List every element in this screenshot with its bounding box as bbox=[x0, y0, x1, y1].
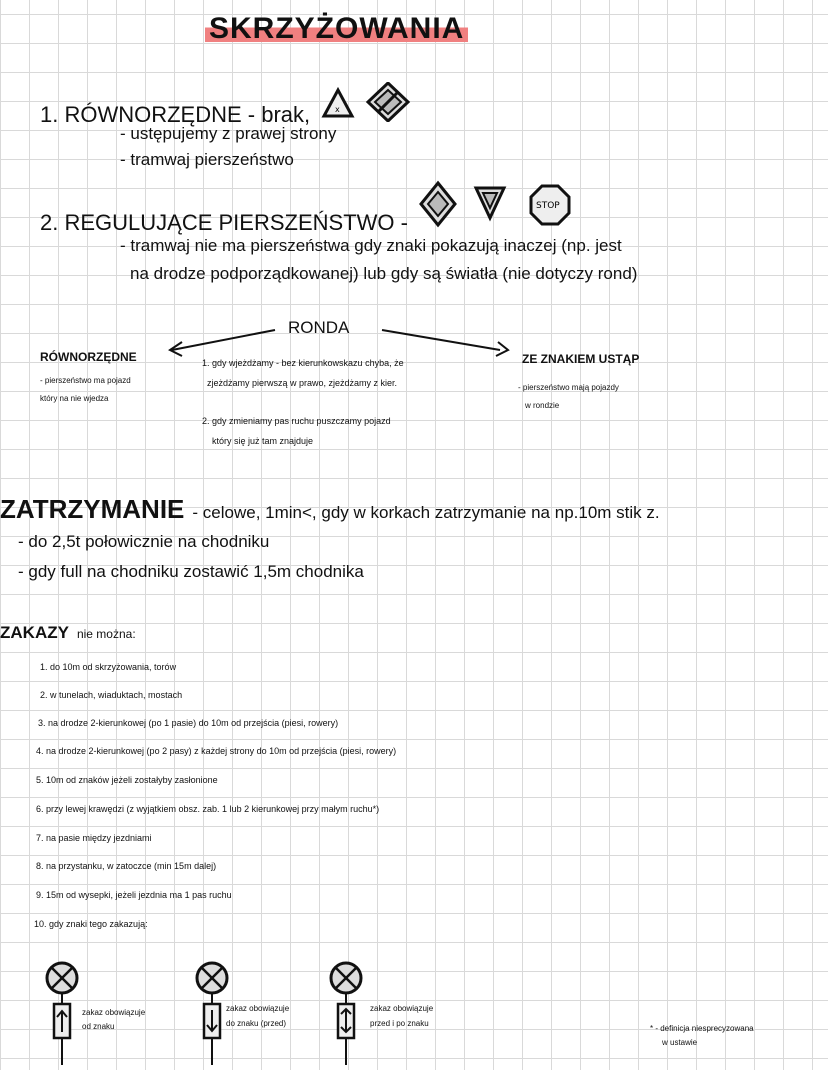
list-item: 5. 10m od znaków jeżeli zostałyby zasłonione bbox=[36, 775, 218, 785]
ronda-middle-line: 1. gdy wjeżdżamy - bez kierunkowskazu chyba, że bbox=[202, 358, 404, 368]
list-item: 10. gdy znaki tego zakazują: bbox=[34, 919, 148, 929]
section2-bullet: - tramwaj nie ma pierszeństwa gdy znaki pokazują inaczej (np. jest bbox=[120, 236, 622, 255]
sign-caption: zakaz obowiązuje bbox=[82, 1008, 146, 1017]
sign-caption: zakaz obowiązuje bbox=[370, 1004, 434, 1013]
zakazy-subheading: nie można: bbox=[76, 627, 136, 641]
no-stopping-sign-from-icon bbox=[47, 963, 77, 1065]
ronda-left-line: - pierszeństwo ma pojazd bbox=[40, 376, 131, 385]
ronda-right-line: w rondzie bbox=[525, 401, 560, 410]
footnote: * - definicja niesprecyzowana bbox=[650, 1024, 754, 1033]
stop-sign-icon bbox=[531, 186, 569, 224]
section2-heading: 2. REGULUJĄCE PIERSZEŃSTWO - bbox=[40, 210, 408, 235]
ronda-middle-line: zjeżdżamy pierwszą w prawo, zjeżdżamy z kier. bbox=[207, 378, 398, 388]
zakazy-heading-row bbox=[0, 623, 136, 643]
ronda-title: RONDA bbox=[288, 318, 350, 337]
no-stopping-sign-until-icon bbox=[197, 963, 227, 1065]
sign-caption: od znaku bbox=[82, 1022, 115, 1031]
zakazy-heading: ZAKAZY bbox=[0, 623, 69, 642]
section1-bullet: - ustępujemy z prawej strony bbox=[120, 124, 337, 143]
zatrzymanie-bullet: - do 2,5t połowicznie na chodniku bbox=[18, 532, 270, 551]
zatrzymanie-bullet: - gdy full na chodniku zostawić 1,5m chodnika bbox=[18, 562, 364, 581]
yield-sign-icon bbox=[476, 188, 504, 218]
ronda-middle-line: który się już tam znajduje bbox=[212, 436, 314, 446]
ronda-left-line: który na nie wjedza bbox=[40, 394, 109, 403]
sign-caption: zakaz obowiązuje bbox=[226, 1004, 290, 1013]
list-item: 3. na drodze 2-kierunkowej (po 1 pasie) do 10m od przejścia (piesi, rowery) bbox=[38, 718, 339, 728]
sign-caption: przed i po znaku bbox=[370, 1019, 429, 1028]
section2-heading-row bbox=[40, 180, 588, 236]
zatrzymanie-text: - celowe, 1min<, gdy w korkach zatrzymanie na np.10m stik z. bbox=[192, 503, 660, 522]
end-priority-road-sign-icon bbox=[368, 83, 408, 121]
list-item: 7. na pasie między jezdniami bbox=[36, 833, 152, 843]
footnote: w ustawie bbox=[662, 1038, 698, 1047]
svg-text:x: x bbox=[335, 105, 340, 114]
section1-heading: 1. RÓWNORZĘDNE - brak, bbox=[40, 102, 311, 127]
section1-bullet: - tramwaj pierszeństwo bbox=[120, 150, 294, 169]
list-item: 9. 15m od wysepki, jeżeli jezdnia ma 1 pas ruchu bbox=[36, 890, 232, 900]
no-stopping-sign-both-icon bbox=[331, 963, 361, 1065]
intersection-warning-sign-icon bbox=[324, 90, 352, 116]
priority-road-sign-icon bbox=[421, 183, 455, 225]
list-item: 6. przy lewej krawędzi (z wyjątkiem obsz. zab. 1 lub 2 kierunkowej przy małym ruchu*) bbox=[36, 804, 380, 814]
ronda-right-heading: ZE ZNAKIEM USTĄP bbox=[522, 352, 640, 366]
road-signs-priority bbox=[418, 180, 588, 230]
list-item: 1. do 10m od skrzyżowania, torów bbox=[40, 662, 177, 672]
ronda-left-heading: RÓWNORZĘDNE bbox=[40, 350, 137, 364]
list-item: 4. na drodze 2-kierunkowej (po 2 pasy) z każdej strony do 10m od przejścia (piesi, rowery) bbox=[36, 746, 397, 756]
zatrzymanie-row bbox=[0, 494, 660, 525]
section2-bullet: na drodze podporządkowanej) lub gdy są światła (nie dotyczy rond) bbox=[130, 264, 638, 283]
list-item: 2. w tunelach, wiaduktach, mostach bbox=[40, 690, 183, 700]
page-title: SKRZYŻOWANIA bbox=[205, 12, 468, 46]
section1-heading-row bbox=[40, 82, 420, 128]
svg-text:STOP: STOP bbox=[535, 201, 560, 211]
ronda-middle-line: 2. gdy zmieniamy pas ruchu puszczamy pojazd bbox=[202, 416, 391, 426]
zatrzymanie-heading: ZATRZYMANIE bbox=[0, 494, 185, 524]
ronda-right-line: - pierszeństwo mają pojazdy bbox=[518, 383, 619, 392]
road-signs-equal bbox=[320, 82, 420, 122]
sign-caption: do znaku (przed) bbox=[226, 1019, 287, 1028]
list-item: 8. na przystanku, w zatoczce (min 15m dalej) bbox=[36, 861, 217, 871]
